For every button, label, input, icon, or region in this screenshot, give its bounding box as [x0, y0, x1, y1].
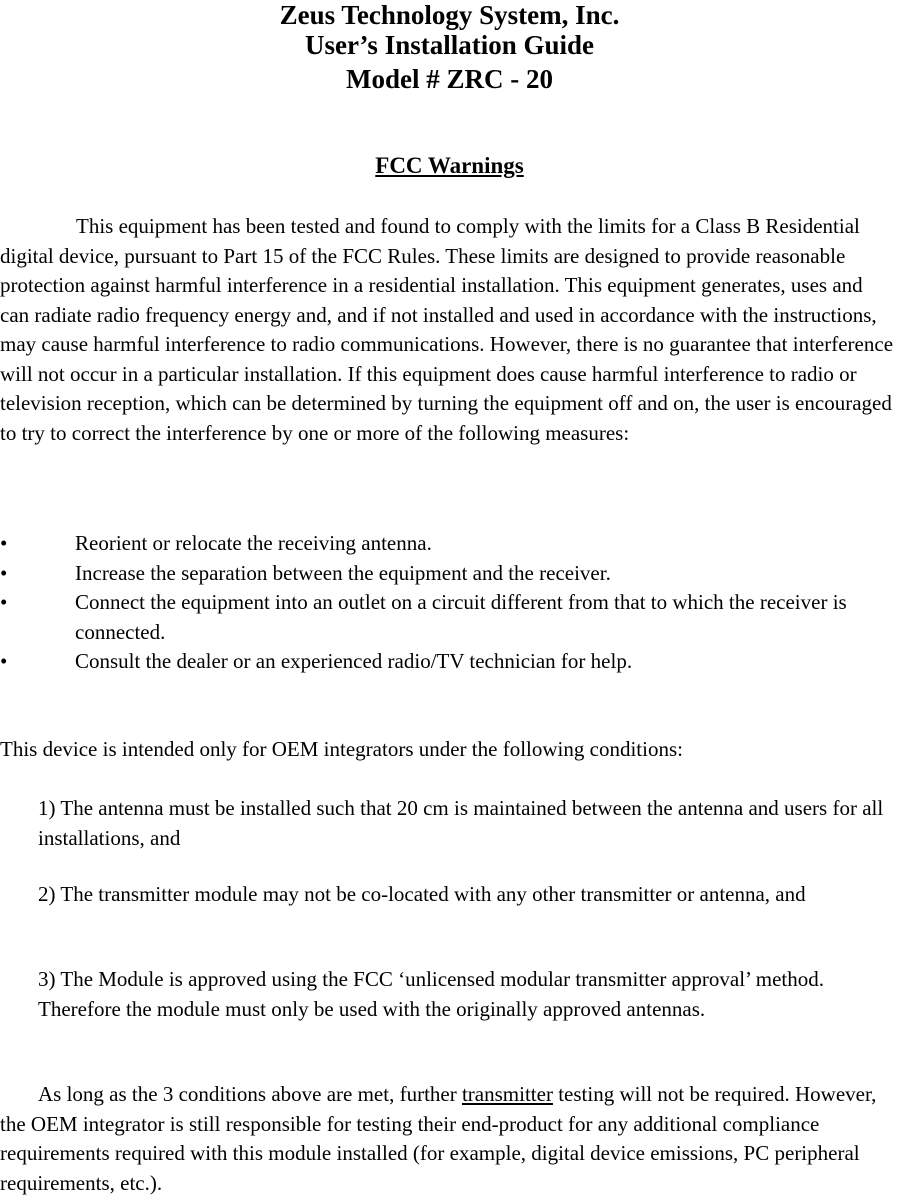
final-text-end: testing will not be required. However, the OEM integrator is still responsible for testing their end-product for any additional compliance requirements required with this module installed (for example, digital device emissions, PC peripheral requirements, etc.).: [0, 1082, 877, 1195]
oem-intro: This device is intended only for OEM integrators under the following conditions:: [0, 737, 683, 761]
bullet-icon: •: [0, 560, 8, 585]
guide-title: User’s Installation Guide: [304, 30, 594, 60]
bullet-icon: •: [0, 649, 8, 673]
fcc-warnings-heading: [0, 152, 899, 180]
measure-text: Increase the separation between the equipment and the receiver.: [75, 560, 611, 585]
measure-text: Reorient or relocate the receiving antenna.: [75, 531, 432, 555]
list-item: [0, 529, 899, 559]
measure-text: Connect the equipment into an outlet on a circuit different from that to which the receiver is connected.: [75, 590, 847, 644]
final-paragraph: [0, 1080, 895, 1198]
fcc-warnings-title: FCC Warnings: [375, 153, 524, 178]
condition-1: 1) The antenna must be installed such that 20 cm is maintained between the antenna and users for all installations, and: [38, 796, 884, 850]
condition-3: 3) The Module is approved using the FCC ‘unlicensed modular transmitter approval’ method. Therefore the module must only be used with the originally approved antennas.: [38, 967, 824, 1021]
list-item: [0, 588, 899, 647]
fcc-paragraph: This equipment has been tested and found to comply with the limits for a Class B Residential digital device, pursuant to Part 15 of the FCC Rules. These limits are designed to provide reasonable protection against harmful interference in a residential installation. This equipment generates, uses and can radiate radio frequency energy and, and if not installed and used in accordance with the instructions, may cause harmful interference to radio communications. However, there is no guarantee that interference will not occur in a particular installation. If this equipment does cause harmful interference to radio or television reception, which can be determined by turning the equipment off and on, the user is encouraged to try to correct the interference by one or more of the following measures:: [0, 214, 894, 445]
condition-2: 2) The transmitter module may not be co-located with any other transmitter or antenna, and: [38, 882, 806, 906]
measure-text: Consult the dealer or an experienced radio/TV technician for help.: [75, 649, 633, 673]
list-item: [0, 559, 899, 589]
list-item: [0, 647, 899, 677]
measures-list: [0, 529, 899, 677]
company-name: Zeus Technology System, Inc.: [279, 0, 620, 30]
bullet-icon: •: [0, 590, 8, 614]
final-text-underlined: transmitter: [461, 1082, 553, 1106]
model-number: Model # ZRC - 20: [346, 64, 553, 94]
bullet-icon: •: [0, 531, 8, 555]
final-text-start: As long as the 3 conditions above are met, further: [38, 1082, 462, 1106]
